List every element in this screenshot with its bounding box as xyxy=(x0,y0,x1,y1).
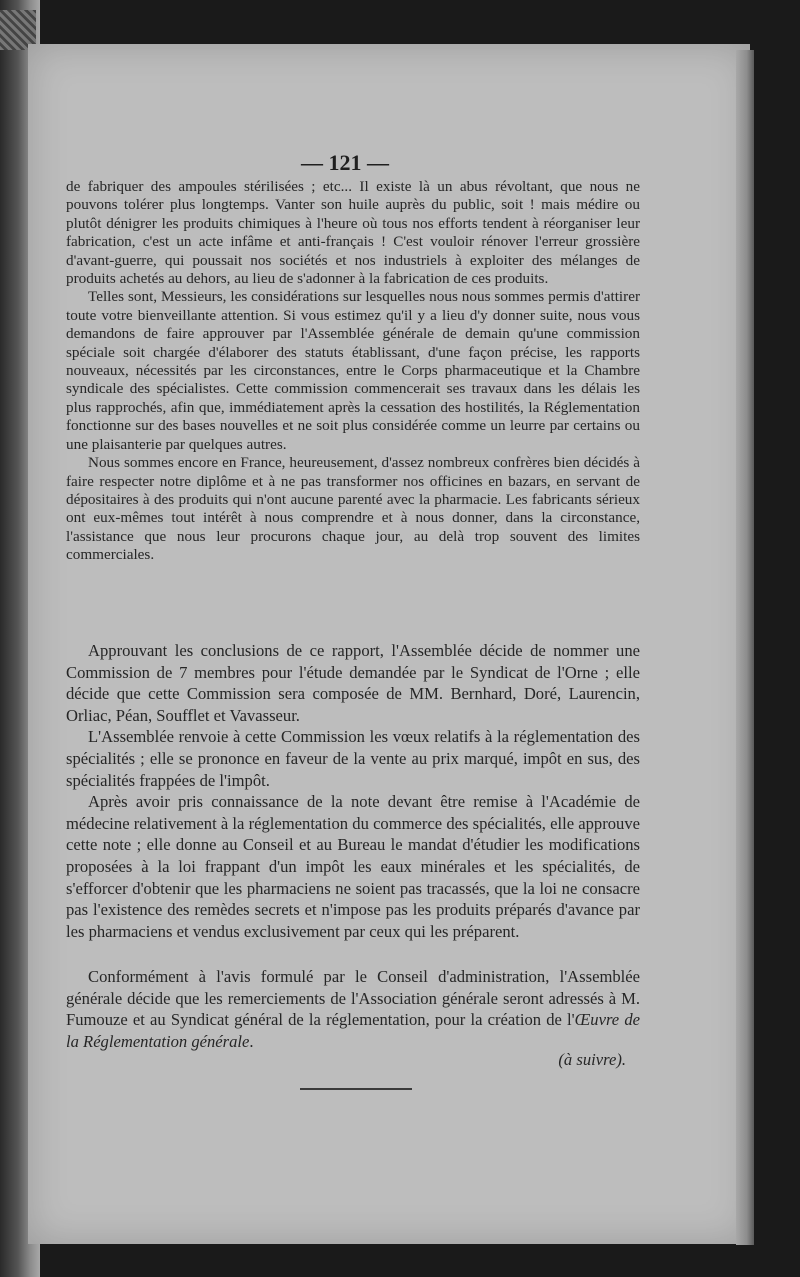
assembly-decisions-block xyxy=(66,640,640,942)
paragraph-end: . xyxy=(249,1031,254,1051)
thanks-block xyxy=(66,966,640,1052)
paragraph: Après avoir pris connaissance de la note devant être remise à l'Académie de médecine relativement à la réglementation du commerce des spécialités, elle approuve cette note ; elle donne au Conseil et au Bureau le mandat d'étudier les modifications proposées à la loi frappant d'un impôt les eaux minérales et les spécialités, de s'efforcer d'obtenir que les pharmaciens ne soient pas tracassés, que la loi ne consacre pas l'existence des remèdes secrets et n'impose pas les produits préparés d'avance par les pharmaciens et vendus exclusivement par ceux qui les préparent. xyxy=(66,792,640,941)
paragraph: Approuvant les conclusions de ce rapport, l'Assemblée décide de nommer une Commission de 7 membres pour l'étude demandée par le Syndicat de l'Orne ; elle décide que cette Commission sera composée de MM. Bernhard, Doré, Laurencin, Orliac, Péan, Soufflet et Vavasseur. xyxy=(66,641,640,725)
end-rule xyxy=(300,1088,412,1090)
paragraph xyxy=(66,966,640,1052)
paragraph-text: Conformément à l'avis formulé par le Conseil d'administration, l'Assemblée générale décide que les remerciements de l'Association générale seront adressés à M. Fumouze et au Syndicat général de la réglementation, pour la création de l' xyxy=(66,967,640,1030)
continued-note: (à suivre). xyxy=(558,1050,626,1069)
paragraph: de fabriquer des ampoules stérilisées ; etc... Il existe là un abus révoltant, que nous ne pouvons tolérer plus longtemps. Vanter son huile auprès du public, soit ! mais médire ou plutôt dénigrer les produits chimiques à l'heure où tous nos efforts tendent à réorganiser leur fabrication, c'est un acte infâme et anti-français ! C'est vouloir rénover l'erreur grossière d'avant-guerre, qui poussait nos sociétés et nos industriels à exploiter des mélanges de produits achetés au dehors, au lieu de s'adonner à la fabrication de ces produits. xyxy=(66,178,640,288)
paragraph: Nous sommes encore en France, heureusement, d'assez nombreux confrères bien décidés à faire respecter notre diplôme et à ne pas transformer nos officines en bazars, en servant de dépositaires à des produits qui n'ont aucune parenté avec la pharmacie. Les fabricants sérieux ont eux-mêmes tout intérêt à nous comprendre et à nous donner, dans la circonstance, l'assistance que nous leur procurons chaque jour, au delà trop souvent des limites commerciales. xyxy=(66,454,640,564)
work-title: Œuvre de la Réglementation générale xyxy=(66,1010,640,1051)
paragraph: L'Assemblée renvoie à cette Commission les vœux relatifs à la réglementation des spécialités ; elle se prononce en faveur de la vente au prix marqué, impôt en sus, des spécialités frappées de l'impôt. xyxy=(66,727,640,790)
page-number: — 121 — xyxy=(301,150,389,175)
page-fore-edge xyxy=(736,50,754,1245)
paragraph: Telles sont, Messieurs, les considérations sur lesquelles nous nous sommes permis d'attirer toute votre bienveillante attention. Si vous estimez qu'il y a lieu d'y donner suite, nous vous demandons de faire approuver par l'Assemblée générale de demain qu'une commission spéciale soit chargée d'élaborer des statuts établissant, d'une façon précise, les rapports nouveaux, nécessités par les circonstances, entre le Corps pharmaceutique et la Chambre syndicale des spécialistes. Cette commission commencerait ses travaux dans les délais les plus rapprochés, afin que, immédiatement après la cessation des hostilités, la Réglementation fonctionne sur des bases nouvelles et ne soit plus considérée comme un leurre par certains ou une plaisanterie par quelques autres. xyxy=(66,288,640,453)
report-text-block xyxy=(66,178,640,565)
